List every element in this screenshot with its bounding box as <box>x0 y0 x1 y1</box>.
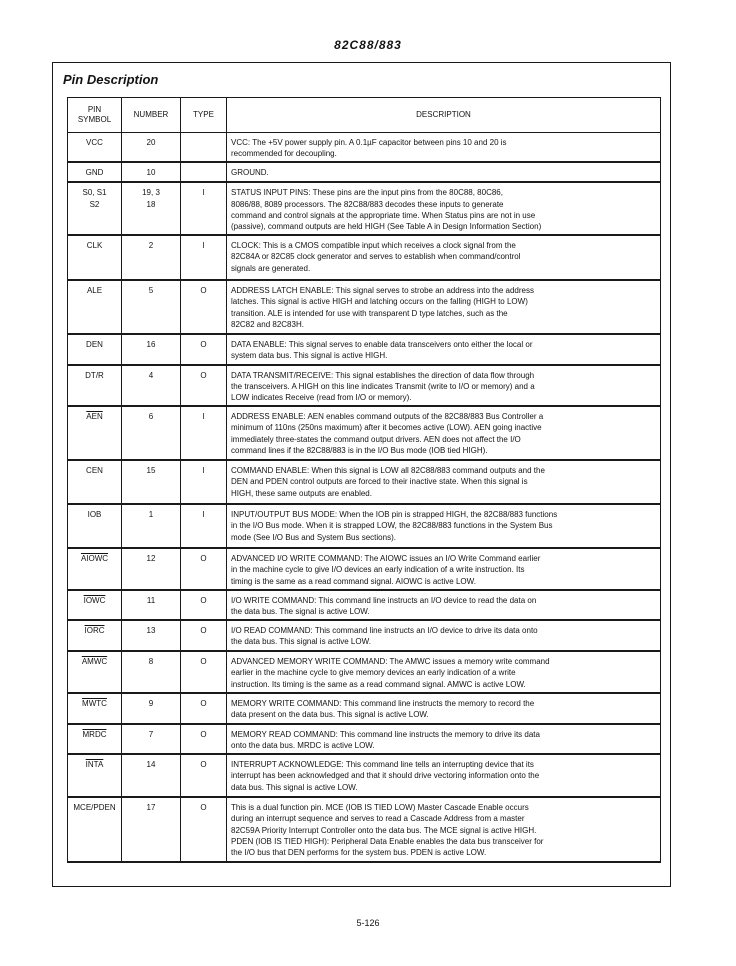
pin-symbol: CEN <box>86 466 103 476</box>
pin-type: O <box>200 657 207 667</box>
pin-number: 20 <box>146 138 156 147</box>
pin-type-cell <box>181 590 227 620</box>
table-row <box>68 235 661 280</box>
pin-description-cell <box>227 651 661 693</box>
pin-type-cell <box>181 460 227 504</box>
pin-type-cell <box>181 548 227 590</box>
pin-symbol-cell <box>68 548 122 590</box>
pin-number: 11 <box>146 595 156 605</box>
pin-number-cell <box>122 548 181 590</box>
table-row <box>68 280 661 334</box>
pin-symbol-cell <box>68 797 122 862</box>
pin-number: 5 <box>148 286 154 296</box>
pin-description-table <box>67 97 661 863</box>
pin-description: INTERRUPT ACKNOWLEDGE: This command line tells an interrupting device that its interrupt has been acknowledged and that it should drive vectoring information onto the data bus. This signal is active LOW. <box>231 760 540 792</box>
table-row <box>68 797 661 862</box>
pin-symbol: CLK <box>86 241 103 251</box>
pin-description: I/O WRITE COMMAND: This command line instructs an I/O device to read the data on the data bus. The signal is active LOW. <box>231 595 537 617</box>
pin-type-cell <box>181 182 227 235</box>
pin-symbol: MCE/PDEN <box>73 803 116 813</box>
pin-number: 16 <box>146 340 156 350</box>
table-row <box>68 724 661 754</box>
pin-description: DATA TRANSMIT/RECEIVE: This signal establishes the direction of data flow through the transceivers. A HIGH on this line indicates Transmit (write to I/O or memory) and a LOW indicates Receive (read from I/O or memory). <box>231 370 535 403</box>
table-row <box>68 590 661 620</box>
pin-description-cell <box>227 754 661 797</box>
pin-symbol: INTA <box>85 760 104 770</box>
pin-type: I <box>202 466 205 476</box>
pin-description-cell <box>227 133 661 163</box>
pin-type-cell <box>181 620 227 651</box>
header-pin-symbol <box>68 98 122 133</box>
pin-description-cell <box>227 797 661 862</box>
table-row <box>68 460 661 504</box>
pin-number: 8 <box>148 657 154 667</box>
pin-symbol-cell <box>68 620 122 651</box>
pin-description: MEMORY WRITE COMMAND: This command line instructs the memory to record the data present on the data bus. This signal is active LOW. <box>231 698 535 720</box>
pin-description: MEMORY READ COMMAND: This command line instructs the memory to drive its data onto the data bus. MRDC is active LOW. <box>231 729 540 751</box>
pin-type: O <box>200 595 207 605</box>
pin-type: O <box>200 729 207 739</box>
pin-description-cell <box>227 406 661 460</box>
pin-type-cell <box>181 334 227 364</box>
pin-symbol: DT/R <box>85 370 104 380</box>
pin-symbol-cell <box>68 590 122 620</box>
pin-rows <box>68 133 661 863</box>
pin-symbol: MRDC <box>82 729 107 739</box>
header-description: DESCRIPTION <box>227 98 661 133</box>
table-row <box>68 182 661 235</box>
table-row <box>68 620 661 651</box>
pin-number: 19, 3 18 <box>142 188 160 209</box>
pin-number-cell <box>122 754 181 797</box>
pin-number: 17 <box>146 803 156 813</box>
table-row <box>68 693 661 724</box>
pin-type: O <box>200 626 207 636</box>
pin-number-cell <box>122 724 181 754</box>
pin-symbol-cell <box>68 162 122 182</box>
pin-type-cell <box>181 406 227 460</box>
pin-description: GROUND. <box>231 168 269 178</box>
pin-description-cell <box>227 620 661 651</box>
pin-type <box>181 133 226 137</box>
pin-symbol: DEN <box>86 340 103 350</box>
pin-symbol-cell <box>68 504 122 548</box>
table-row <box>68 651 661 693</box>
pin-description-cell <box>227 365 661 407</box>
pin-symbol-cell <box>68 235 122 280</box>
pin-number: 10 <box>146 168 156 178</box>
pin-description-cell <box>227 162 661 182</box>
page-number: 5-126 <box>356 918 380 928</box>
pin-symbol: S0, S1 S2 <box>82 188 107 209</box>
pin-symbol: AIOWC <box>80 554 109 564</box>
pin-symbol: ALE <box>86 286 103 296</box>
table-row <box>68 133 661 163</box>
pin-symbol: IORC <box>84 626 105 636</box>
pin-description: CLOCK: This is a CMOS compatible input which receives a clock signal from the 82C84A or 82C85 clock generator and serves to establish when command/control signals are generated. <box>231 241 521 273</box>
pin-number-cell <box>122 365 181 407</box>
table-row <box>68 406 661 460</box>
pin-symbol-cell <box>68 133 122 163</box>
pin-symbol: VCC <box>86 138 103 147</box>
pin-number: 2 <box>148 241 154 251</box>
pin-number: 13 <box>146 626 156 636</box>
pin-symbol-cell <box>68 460 122 504</box>
table-header-row <box>68 98 661 133</box>
pin-symbol-cell <box>68 334 122 364</box>
pin-description-cell <box>227 724 661 754</box>
pin-type: I <box>202 510 205 520</box>
pin-type-cell <box>181 133 227 163</box>
pin-number: 7 <box>148 729 154 739</box>
pin-symbol-cell <box>68 406 122 460</box>
pin-number-cell <box>122 693 181 724</box>
pin-type: O <box>200 370 207 380</box>
pin-type: I <box>202 188 205 198</box>
pin-number: 9 <box>148 698 154 708</box>
pin-number-cell <box>122 182 181 235</box>
pin-number: 6 <box>148 412 154 422</box>
pin-number-cell <box>122 162 181 182</box>
pin-type-cell <box>181 365 227 407</box>
pin-description: I/O READ COMMAND: This command line instructs an I/O device to drive its data onto the data bus. This signal is active LOW. <box>231 626 538 647</box>
pin-number-cell <box>122 334 181 364</box>
pin-symbol-cell <box>68 365 122 407</box>
pin-type: O <box>200 760 207 770</box>
pin-description-cell <box>227 235 661 280</box>
pin-description: COMMAND ENABLE: When this signal is LOW all 82C88/883 command outputs and the DEN and PDEN control outputs are forced to their inactive state. When this signal is HIGH, these same outputs are enabled. <box>231 466 545 498</box>
pin-description: ADDRESS ENABLE: AEN enables command outputs of the 82C88/883 Bus Controller a minimum of 110ns (250ns maximum) after it becomes active (LOW). AEN going inactive immediately three-states the command output drivers. AEN does not affect the I/O command lines if the 82C88/883 is in the I/O Bus mode (IOB tied HIGH). <box>231 412 544 455</box>
pin-description: ADVANCED MEMORY WRITE COMMAND: The AMWC issues a memory write command earlier in the machine cycle to give memory devices an early indication of a write instruction. Its timing is the same as a read command signal. AMWC is active LOW. <box>231 657 550 689</box>
page-header-title: 82C88/883 <box>334 38 402 52</box>
pin-number-cell <box>122 460 181 504</box>
pin-description-cell <box>227 182 661 235</box>
pin-number-cell <box>122 406 181 460</box>
table-row <box>68 754 661 797</box>
pin-type-cell <box>181 754 227 797</box>
header-pin-symbol-label: PIN SYMBOL <box>77 105 112 124</box>
header-number: NUMBER <box>122 98 181 133</box>
pin-symbol: GND <box>85 168 104 178</box>
pin-description-cell <box>227 460 661 504</box>
pin-type-cell <box>181 280 227 334</box>
pin-symbol: MWTC <box>82 698 107 708</box>
pin-symbol: IOWC <box>83 595 106 605</box>
pin-description-cell <box>227 693 661 724</box>
pin-description-cell <box>227 334 661 364</box>
table-row <box>68 162 661 182</box>
pin-type: I <box>202 412 205 422</box>
pin-number-cell <box>122 133 181 163</box>
table-row <box>68 334 661 364</box>
pin-number-cell <box>122 280 181 334</box>
pin-description: ADDRESS LATCH ENABLE: This signal serves to strobe an address into the address latches. This signal is active HIGH and latching occurs on the falling (HIGH to LOW) transition. ALE is intended for use with transparent D type latches, such as the 82C82 and 82C83H. <box>231 286 534 329</box>
pin-symbol: AMWC <box>81 657 108 667</box>
pin-type: O <box>200 698 207 708</box>
pin-number: 4 <box>148 370 154 380</box>
pin-description-cell <box>227 504 661 548</box>
pin-symbol-cell <box>68 182 122 235</box>
pin-number: 14 <box>146 760 156 770</box>
pin-symbol-cell <box>68 754 122 797</box>
pin-description-cell <box>227 280 661 334</box>
pin-symbol-cell <box>68 280 122 334</box>
pin-symbol: IOB <box>87 510 102 520</box>
pin-number-cell <box>122 504 181 548</box>
pin-type: O <box>200 340 207 350</box>
pin-description: STATUS INPUT PINS: These pins are the input pins from the 80C88, 80C86, 8086/88, 8089 processors. The 82C88/883 decodes these inputs to generate command and control signals at the appropriate time. When Status pins are not in use (passive), command outputs are held HIGH (See Table A in Design Information Section) <box>231 188 542 232</box>
pin-description: VCC: The +5V power supply pin. A 0.1µF capacitor between pins 10 and 20 is recommended for decoupling. <box>231 138 507 159</box>
pin-number-cell <box>122 235 181 280</box>
pin-number-cell <box>122 797 181 862</box>
section-title: Pin Description <box>63 72 159 87</box>
pin-number-cell <box>122 651 181 693</box>
table-row <box>68 548 661 590</box>
pin-description: INPUT/OUTPUT BUS MODE: When the IOB pin is strapped HIGH, the 82C88/883 functions in the I/O Bus mode. When it is strapped LOW, the 82C88/883 functions in the System Bus mode (See I/O Bus and System Bus sections). <box>231 510 558 542</box>
table-row <box>68 365 661 407</box>
pin-type-cell <box>181 651 227 693</box>
pin-type-cell <box>181 724 227 754</box>
pin-type: O <box>200 554 207 564</box>
pin-number-cell <box>122 620 181 651</box>
pin-symbol-cell <box>68 693 122 724</box>
pin-type-cell <box>181 693 227 724</box>
pin-description: This is a dual function pin. MCE (IOB IS TIED LOW) Master Cascade Enable occurs during an interrupt sequence and serves to read a Cascade Address from a master 82C59A Priority Interrupt Controller onto the data bus. The MCE signal is active HIGH. PDEN (IOB IS TIED HIGH): Peripheral Data Enable enables the data bus transceiver for the I/O bus that DEN performs for the system bus. PDEN is active LOW. <box>231 803 544 858</box>
pin-type: O <box>200 803 207 813</box>
table-row <box>68 504 661 548</box>
pin-symbol: $\overline{AEN}$ <box>86 412 103 422</box>
pin-symbol-cell <box>68 651 122 693</box>
pin-number-cell <box>122 590 181 620</box>
pin-type: O <box>200 286 207 296</box>
pin-symbol-cell <box>68 724 122 754</box>
pin-description-cell <box>227 590 661 620</box>
pin-type-cell <box>181 235 227 280</box>
pin-type-cell <box>181 504 227 548</box>
pin-type-cell <box>181 162 227 182</box>
pin-type <box>181 163 226 167</box>
pin-number: 15 <box>146 466 156 476</box>
pin-number: 12 <box>146 554 156 564</box>
pin-description-cell <box>227 548 661 590</box>
header-type: TYPE <box>181 98 227 133</box>
pin-number: 1 <box>148 510 154 520</box>
pin-type: I <box>202 241 205 251</box>
pin-type-cell <box>181 797 227 862</box>
pin-description: ADVANCED I/O WRITE COMMAND: The AIOWC issues an I/O Write Command earlier in the machine cycle to give I/O devices an early indication of a write instruction. Its timing is the same as a read command signal. AIOWC is active LOW. <box>231 554 541 586</box>
pin-description: DATA ENABLE: This signal serves to enable data transceivers onto either the local or system data bus. This signal is active HIGH. <box>231 340 533 361</box>
